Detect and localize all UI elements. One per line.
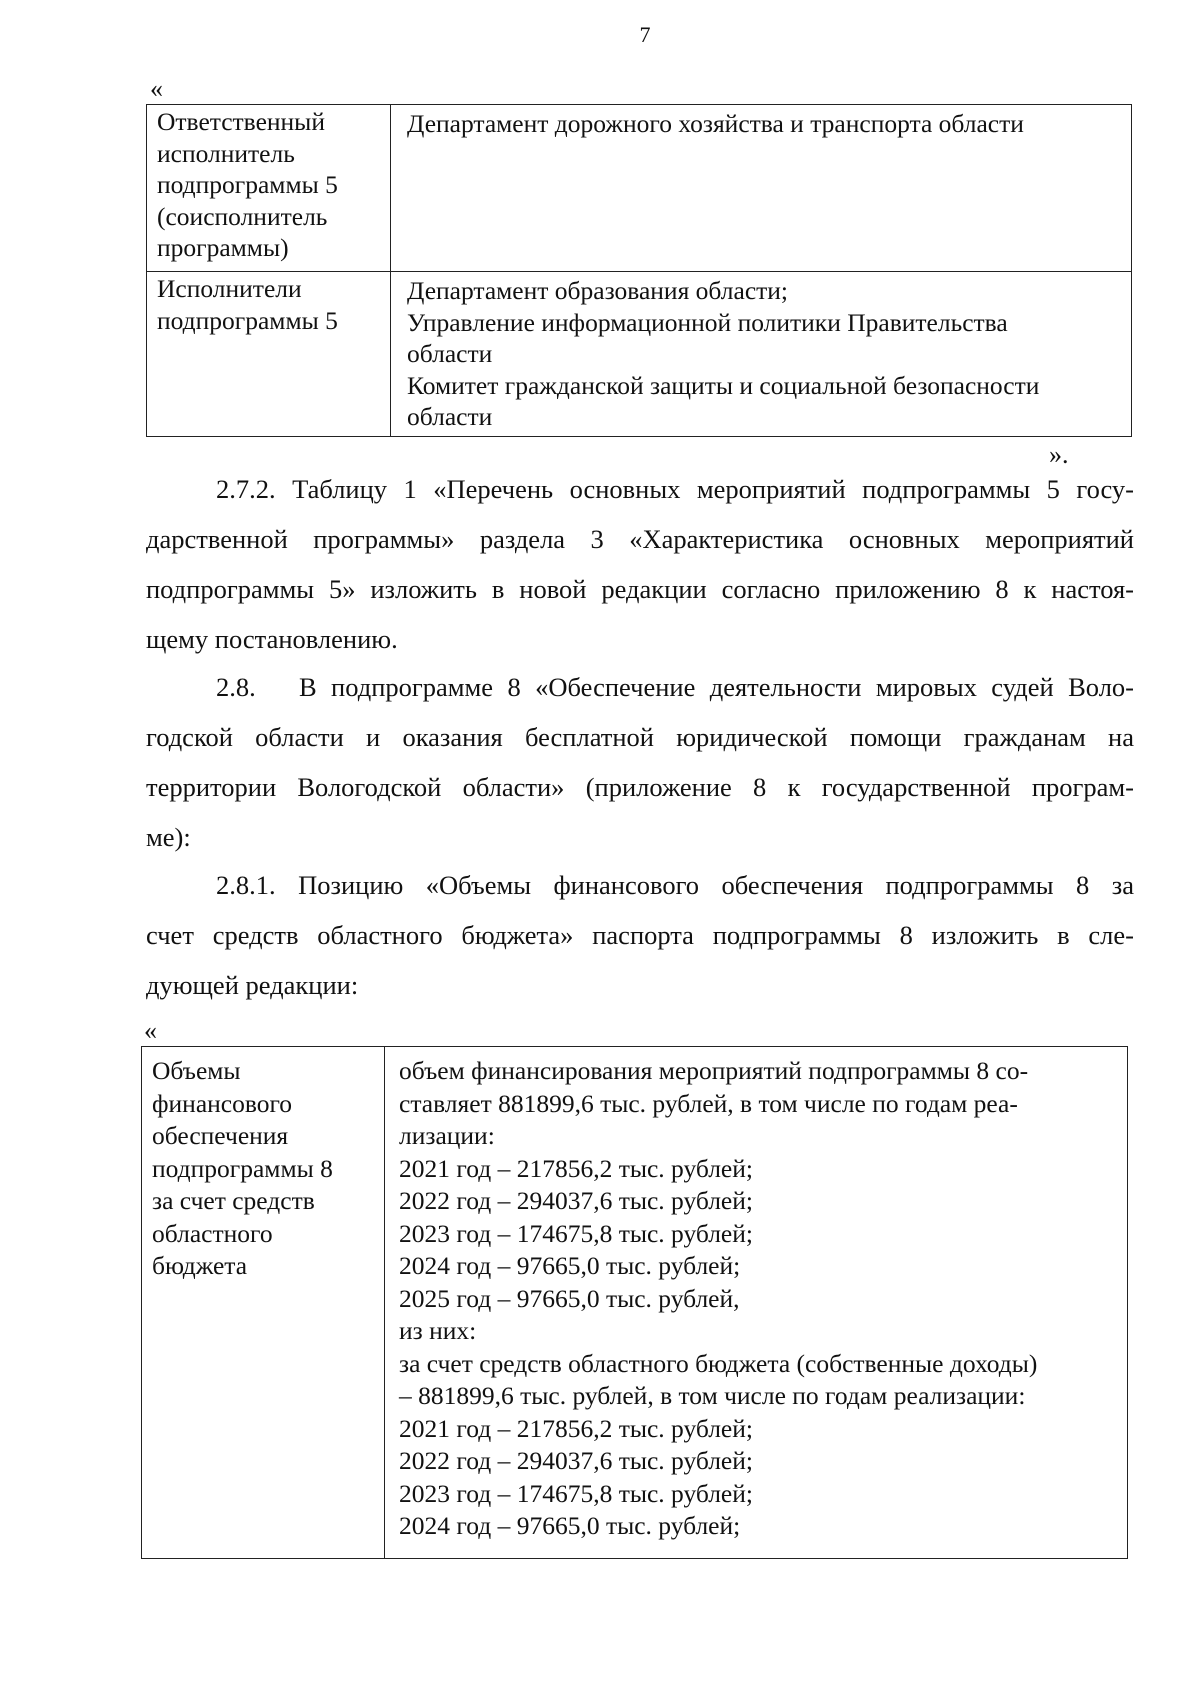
cell-text-line: лизации: [399,1121,495,1150]
cell-text-line: подпрограммы 8 [152,1153,333,1183]
paragraph-line: 2.8. В подпрограмме 8 «Обеспечение деятельности мировых судей Воло- [216,672,1134,702]
cell-text-line: за счет средств областного бюджета (собственные доходы) [399,1348,1038,1378]
executors-label-cell [147,272,391,437]
cell-text-line: Департамент дорожного хозяйства и транспорта области [407,109,1024,138]
table-row [142,1047,1128,1559]
paragraph-line: годской области и оказания бесплатной юридической помощи гражданам на [146,722,1134,752]
cell-text-line: Объемы [152,1056,241,1085]
cell-text-line: 2021 год – 217856,2 тыс. рублей; [399,1153,753,1183]
cell-text-line: программы) [157,233,289,262]
cell-text-line: обеспечения [152,1121,289,1150]
cell-text-line: из них: [399,1316,477,1345]
cell-text-line: 2023 год – 174675,8 тыс. рублей; [399,1218,753,1248]
page-number: 7 [639,22,651,47]
paragraph-line: счет средств областного бюджета» паспорта подпрограммы 8 изложить в сле- [146,920,1134,950]
opening-quote-mark: « [150,74,163,103]
paragraph-line: щему постановлению. [146,624,398,654]
paragraph-2-7-2 [146,464,1134,664]
cell-text-line: областного [152,1218,273,1248]
cell-text-line: финансового [152,1088,293,1118]
cell-text-line: Комитет гражданской защиты и социальной безопасности [407,370,1040,400]
cell-text-line: Исполнители [157,274,302,303]
subprogram-5-executors-table [146,104,1132,437]
cell-text-line: 2022 год – 294037,6 тыс. рублей; [399,1446,753,1475]
cell-text-line: объем финансирования мероприятий подпрограммы 8 со- [399,1056,1029,1085]
cell-text-line: области [407,402,493,431]
cell-text-line: Управление информационной политики Правительства [407,307,1008,337]
cell-text-line: подпрограммы 5 [157,170,338,199]
cell-text-line: – 881899,6 тыс. рублей, в том числе по годам реализации: [399,1381,1026,1410]
cell-text-line: бюджета [152,1251,248,1280]
cell-text-line: за счет средств [152,1186,315,1215]
cell-text-line: Ответственный [157,107,325,136]
paragraph-line: подпрограммы 5» изложить в новой редакции согласно приложению 8 к настоя- [146,574,1134,604]
cell-text-line: 2023 год – 174675,8 тыс. рублей; [399,1478,753,1508]
cell-text-line: Департамент образования области; [407,276,789,305]
cell-text-line: подпрограммы 5 [157,305,338,335]
table-row [147,272,1132,437]
subprogram-8-funding-table [141,1046,1128,1559]
cell-text-line: 2024 год – 97665,0 тыс. рублей; [399,1511,741,1540]
paragraph-line: 2.8.1. Позицию «Объемы финансового обеспечения подпрограммы 8 за [216,870,1134,900]
responsible-executor-label-cell [147,105,391,272]
cell-text-line: 2022 год – 294037,6 тыс. рублей; [399,1186,753,1215]
responsible-executor-value-cell [391,105,1132,272]
cell-text-line: 2021 год – 217856,2 тыс. рублей; [399,1413,753,1443]
paragraph-line: ме): [146,822,191,852]
cell-text-line: (соисполнитель [157,201,328,231]
paragraph-line: 2.7.2. Таблицу 1 «Перечень основных мероприятий подпрограммы 5 госу- [216,474,1134,504]
closing-quote-mark: ». [1049,440,1069,469]
funding-value-cell [385,1047,1128,1559]
paragraph-line: дарственной программы» раздела 3 «Характеристика основных мероприятий [146,524,1134,554]
paragraph-2-8-1 [146,860,1134,1010]
cell-text-line: ставляет 881899,6 тыс. рублей, в том числе по годам реа- [399,1088,1018,1118]
executors-value-cell [391,272,1132,437]
paragraph-line: территории Вологодской области» (приложение 8 к государственной програм- [146,772,1134,802]
funding-label-cell [142,1047,385,1559]
cell-text-line: области [407,339,493,368]
cell-text-line: 2024 год – 97665,0 тыс. рублей; [399,1251,741,1280]
table-row [147,105,1132,272]
cell-text-line: 2025 год – 97665,0 тыс. рублей, [399,1283,740,1313]
paragraph-line: дующей редакции: [146,970,359,1000]
opening-quote-mark: « [144,1016,157,1045]
cell-text-line: исполнитель [157,138,295,168]
paragraph-2-8 [146,662,1134,862]
